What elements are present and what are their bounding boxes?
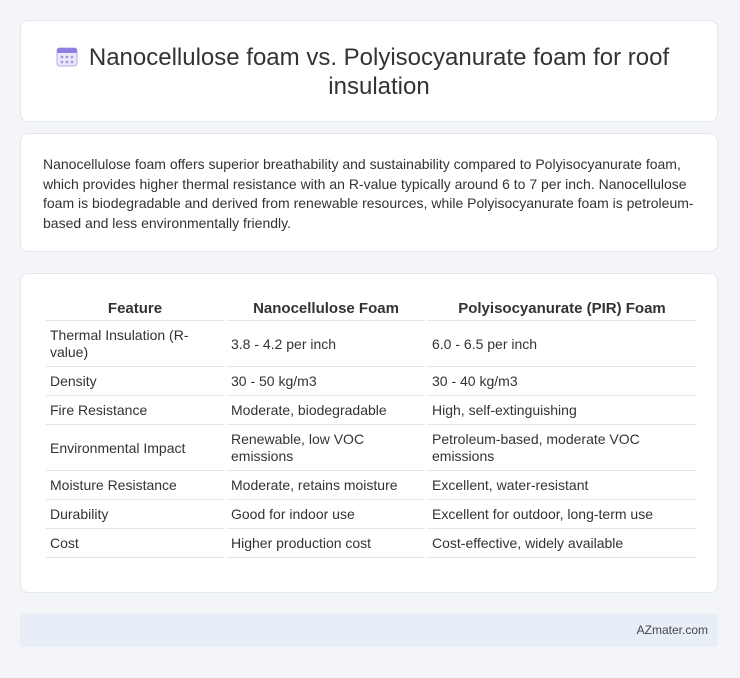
footer-brand[interactable]: AZmater.com bbox=[636, 623, 708, 637]
cell-nanocellulose: Moderate, retains moisture bbox=[227, 473, 425, 500]
cell-feature: Environmental Impact bbox=[46, 427, 224, 471]
cell-feature: Cost bbox=[46, 531, 224, 558]
table-row bbox=[46, 323, 696, 367]
cell-pir: Excellent, water-resistant bbox=[428, 473, 696, 500]
cell-nanocellulose: 30 - 50 kg/m3 bbox=[227, 369, 425, 396]
cell-nanocellulose: Moderate, biodegradable bbox=[227, 398, 425, 425]
comparison-table bbox=[43, 295, 699, 560]
table-row bbox=[46, 502, 696, 529]
cell-nanocellulose: Renewable, low VOC emissions bbox=[227, 427, 425, 471]
summary-text: Nanocellulose foam offers superior breathability and sustainability compared to Polyisocyanurate foam, which provides higher thermal resistance with an R-value typically around 6 to 7 per inch. Nanocellulose foam is biodegradable and derived from renewable resources, while Polyisocyanurate foam is petroleum-based and less environmentally friendly. bbox=[43, 156, 694, 231]
summary-card bbox=[20, 133, 718, 252]
cell-feature: Thermal Insulation (R-value) bbox=[46, 323, 224, 367]
header-nanocellulose: Nanocellulose Foam bbox=[227, 297, 425, 321]
table-row bbox=[46, 398, 696, 425]
title-card bbox=[20, 20, 718, 122]
cell-nanocellulose: Higher production cost bbox=[227, 531, 425, 558]
table-row bbox=[46, 473, 696, 500]
page-title: Nanocellulose foam vs. Polyisocyanurate foam for roof insulation bbox=[88, 44, 670, 100]
cell-nanocellulose: Good for indoor use bbox=[227, 502, 425, 529]
cell-pir: Petroleum-based, moderate VOC emissions bbox=[428, 427, 696, 471]
cell-feature: Density bbox=[46, 369, 224, 396]
footer-bar bbox=[20, 614, 718, 647]
cell-pir: High, self-extinguishing bbox=[428, 398, 696, 425]
cell-feature: Durability bbox=[46, 502, 224, 529]
cell-pir: 30 - 40 kg/m3 bbox=[428, 369, 696, 396]
table-row bbox=[46, 427, 696, 471]
table-header-row bbox=[46, 297, 696, 321]
table-row bbox=[46, 369, 696, 396]
header-feature: Feature bbox=[46, 297, 224, 321]
cell-pir: 6.0 - 6.5 per inch bbox=[428, 323, 696, 367]
comparison-table-card bbox=[20, 273, 718, 593]
header-pir: Polyisocyanurate (PIR) Foam bbox=[428, 297, 696, 321]
cell-nanocellulose: 3.8 - 4.2 per inch bbox=[227, 323, 425, 367]
cell-pir: Cost-effective, widely available bbox=[428, 531, 696, 558]
cell-feature: Fire Resistance bbox=[46, 398, 224, 425]
table-row bbox=[46, 531, 696, 558]
cell-feature: Moisture Resistance bbox=[46, 473, 224, 500]
cell-pir: Excellent for outdoor, long-term use bbox=[428, 502, 696, 529]
